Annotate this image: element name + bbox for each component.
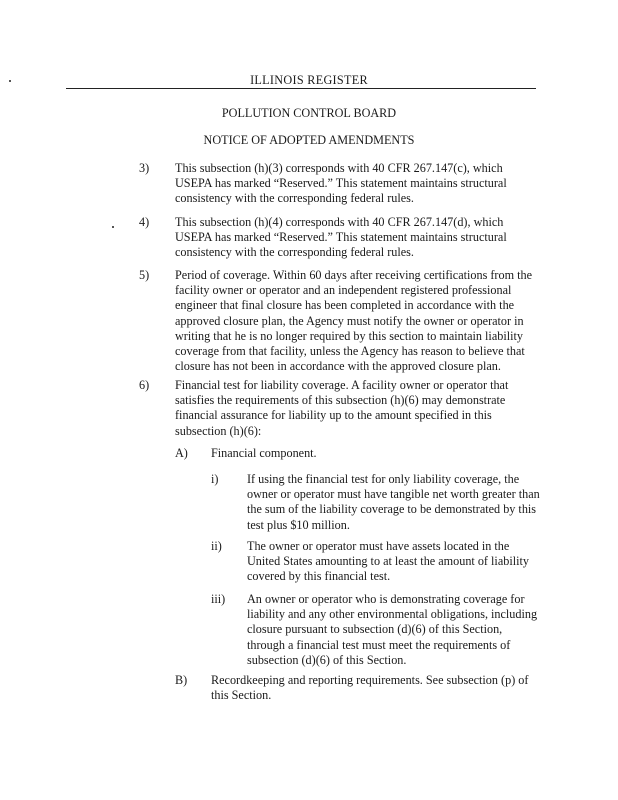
- item-text: This subsection (h)(4) corresponds with 40 CFR 267.147(d), which USEPA has marked “Reserved.” This statement maintains structural consistency with the corresponding federal rules.: [175, 215, 507, 260]
- subitem-text: Recordkeeping and reporting requirements. See subsection (p) of this Section.: [211, 673, 529, 703]
- clause-text: An owner or operator who is demonstrating coverage for liability and any other environmental obligations, including closure pursuant to subsection (d)(6) of this Section, through a financial test must meet the requirements of subsection (d)(6) of this Section.: [247, 592, 538, 667]
- clause-number: ii): [211, 539, 222, 553]
- subitem-text: Financial component.: [211, 446, 317, 460]
- item-text: This subsection (h)(3) corresponds with 40 CFR 267.147(c), which USEPA has marked “Reserved.” This statement maintains structural consistency with the corresponding federal rules.: [175, 161, 507, 206]
- item-text: Financial test for liability coverage. A facility owner or operator that satisfies the requirements of this subsection (h)(6) may demonstrate financial assurance for liability up to the amount specified in this subsection (h)(6):: [175, 378, 509, 438]
- clause-number: i): [211, 472, 219, 486]
- subitem-number: B): [175, 673, 188, 687]
- board-title: POLLUTION CONTROL BOARD: [221, 106, 397, 120]
- register-title: ILLINOIS REGISTER: [250, 73, 368, 87]
- subitem-number: A): [175, 446, 188, 460]
- item-number: 5): [139, 268, 150, 282]
- item-number: 6): [139, 378, 150, 392]
- item-text: Period of coverage. Within 60 days after receiving certifications from the facility owner or operator and an independent registered professional engineer that final closure has been completed in accordance with the approved closure plan, the Agency must notify the owner or operator in writing that he is no longer required by this section to maintain liability coverage from that facility, unless the Agency has reason to believe that closure has not been in accordance with the approved closure plan.: [175, 268, 532, 374]
- item-number: 4): [139, 215, 150, 229]
- clause-text: The owner or operator must have assets located in the United States amounting to at least the amount of liability covered by this financial test.: [247, 539, 529, 584]
- clause-text: If using the financial test for only liability coverage, the owner or operator must have tangible net worth greater than the sum of the liability coverage to be demonstrated by this test plus $10 million.: [247, 472, 540, 532]
- scan-speck: [112, 226, 114, 228]
- clause-number: iii): [211, 592, 226, 606]
- notice-title: NOTICE OF ADOPTED AMENDMENTS: [203, 133, 415, 147]
- header-rule: [66, 88, 536, 89]
- item-number: 3): [139, 161, 150, 175]
